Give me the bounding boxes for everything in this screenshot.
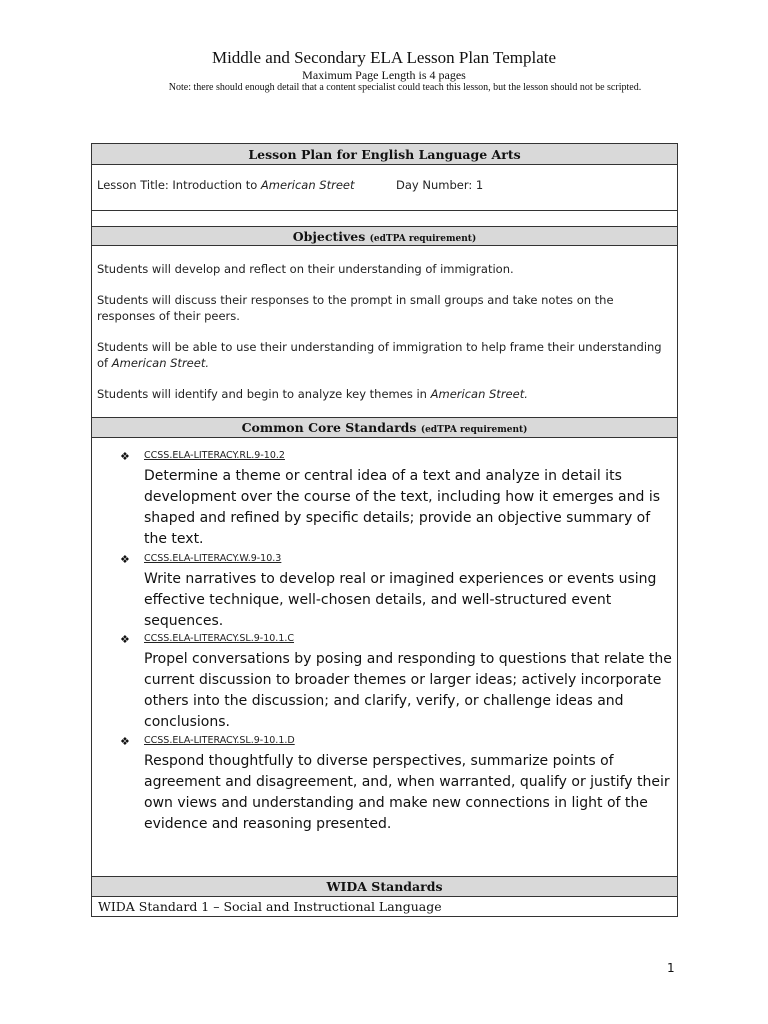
wida-heading: WIDA Standards: [92, 877, 677, 897]
document-title: Middle and Secondary ELA Lesson Plan Template: [211, 48, 557, 67]
document-subtitle: Maximum Page Length is 4 pages: [302, 68, 466, 82]
standards-list: [92, 438, 677, 877]
standard-description: Propel conversations by posing and responding to questions that relate the current discussion to broader themes or larger ideas; actively incorporate others into the discussion; and clarify, verify, or challenge ideas and conclusions.: [144, 651, 672, 730]
standard-code-link[interactable]: CCSS.ELA-LITERACY.RL.9-10.2: [144, 450, 285, 461]
objectives-heading-row: [92, 227, 677, 246]
standard-description: Write narratives to develop real or imagined experiences or events using effective technique, well-chosen details, and well-structured event sequences.: [144, 571, 657, 629]
objective-italic: American Street.: [111, 356, 209, 370]
objective-item: [97, 261, 672, 277]
standards-heading: Common Core Standards: [241, 420, 417, 435]
document-note: Note: there should enough detail that a content specialist could teach this lesson, but the lesson should not be scripted.: [168, 82, 642, 93]
objective-text: Students will identify and begin to analyze key themes in: [97, 387, 431, 401]
objective-italic: American Street.: [430, 387, 528, 401]
standard-code-link[interactable]: CCSS.ELA-LITERACY.SL.9-10.1.D: [144, 735, 295, 746]
lesson-plan-heading: Lesson Plan for English Language Arts: [92, 144, 677, 165]
standard-description: Determine a theme or central idea of a text and analyze in detail its development over the course of the text, including how it emerges and is shaped and refined by specific details; provide an objective summary of the text.: [144, 468, 661, 547]
lesson-title-label: Lesson Title: Introduction to: [97, 178, 261, 192]
lesson-plan-table: [91, 143, 678, 917]
objectives-list: [92, 246, 677, 418]
standards-edtpa-tag: (edTPA requirement): [420, 425, 528, 435]
blank-row: [92, 211, 677, 227]
objective-item: [97, 386, 672, 402]
standard-code-link[interactable]: CCSS.ELA-LITERACY.W.9-10.3: [144, 553, 282, 564]
diamond-bullet-icon: ❖: [120, 634, 130, 646]
lesson-title: [97, 178, 355, 192]
standards-heading-row: [92, 418, 677, 438]
day-number: Day Number: 1: [396, 178, 484, 192]
objective-item: [97, 339, 672, 371]
standard-code-link[interactable]: CCSS.ELA-LITERACY.SL.9-10.1.C: [144, 633, 295, 644]
wida-standard: WIDA Standard 1 – Social and Instructional Language: [98, 899, 442, 914]
objective-text: Students will develop and reflect on their understanding of immigration.: [97, 262, 514, 276]
standard-description: Respond thoughtfully to diverse perspectives, summarize points of agreement and disagreement, and, when warranted, qualify or justify their own views and understanding and make new connections in light of the evidence and reasoning presented.: [144, 753, 670, 832]
diamond-bullet-icon: ❖: [120, 736, 130, 748]
objectives-heading: Objectives: [292, 229, 366, 244]
objective-text: Students will be able to use their understanding of immigration to help frame their understanding of: [97, 340, 662, 370]
diamond-bullet-icon: ❖: [120, 554, 130, 566]
page-number: 1: [667, 961, 675, 975]
objective-text: Students will discuss their responses to the prompt in small groups and take notes on the responses of their peers.: [97, 293, 614, 323]
objective-item: [97, 292, 672, 324]
objectives-edtpa-tag: (edTPA requirement): [369, 234, 477, 244]
diamond-bullet-icon: ❖: [120, 451, 130, 463]
lesson-title-row: [92, 165, 677, 211]
lesson-title-book: American Street: [260, 178, 355, 192]
